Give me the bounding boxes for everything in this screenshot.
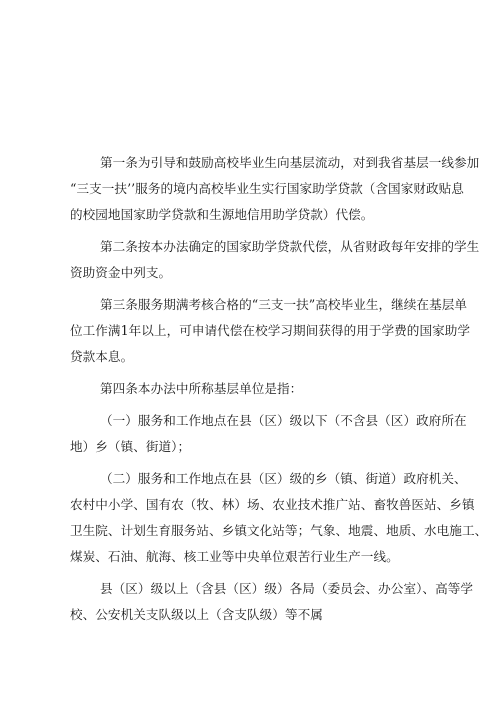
text-line: 第一条为引导和鼓励高校毕业生向基层流动，对到我省基层一线参加 xyxy=(100,155,480,170)
text-line: 的校园地国家助学贷款和生源地信用助学贷款）代偿。 xyxy=(70,207,374,222)
text-line: 第二条按本办法确定的国家助学贷款代偿，从省财政每年安排的学生 xyxy=(100,239,480,254)
document-body xyxy=(70,150,488,634)
item-1-paragraph xyxy=(70,408,467,460)
text-line: 资助资金中列支。 xyxy=(70,265,172,280)
text-line: 贷款本息。 xyxy=(70,349,134,364)
text-line: 县（区）级以上（含县（区）级）各局（委员会、办公室）、高等学 xyxy=(100,581,474,596)
article-2-paragraph xyxy=(70,234,480,286)
article-4-paragraph xyxy=(70,376,440,402)
article-1-paragraph xyxy=(70,150,480,228)
text-line: “三支一扶’’服务的境内高校毕业生实行国家助学贷款（含国家财政贴息 xyxy=(70,181,464,196)
text-line: （二）服务和工作地点在县（区）级的乡（镇、街道）政府机关、 xyxy=(100,471,467,486)
text-line: 位工作满1年以上，可申请代偿在校学习期间获得的用于学费的国家助学 xyxy=(70,323,471,338)
item-2-paragraph xyxy=(70,466,488,570)
article-3-paragraph xyxy=(70,292,471,370)
text-line: 煤炭、石油、航海、核工业等中央单位艰苦行业生产一线。 xyxy=(70,549,399,564)
text-line: 校、公安机关支队级以上（含支队级）等不属 xyxy=(70,607,323,622)
text-line: 卫生院、计划生育服务站、乡镇文化站等；气象、地震、地质、水电施工、 xyxy=(70,523,488,538)
text-line: 农村中小学、国有农（牧、林）场、农业技术推广站、畜牧兽医站、乡镇 xyxy=(70,497,475,512)
text-line: 地）乡（镇、街道）； xyxy=(70,439,191,454)
text-line: （一）服务和工作地点在县（区）级以下（不含县（区）政府所在 xyxy=(100,413,467,428)
text-line: 第三条服务期满考核合格的“三支一扶”高校毕业生，继续在基层单 xyxy=(100,297,468,312)
county-level-paragraph xyxy=(70,576,474,628)
text-line: 第四条本办法中所称基层单位是指： xyxy=(100,381,303,396)
